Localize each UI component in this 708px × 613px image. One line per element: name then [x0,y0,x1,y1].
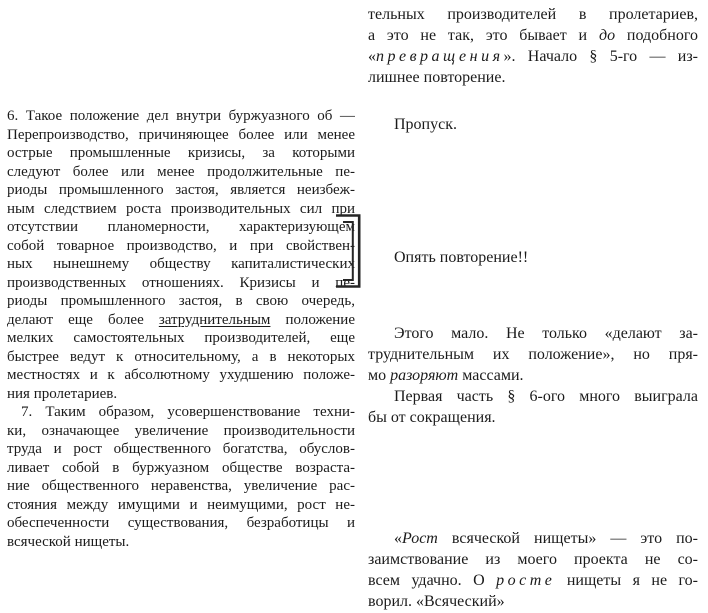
text-line: труда и рост общественного богатства, обуслов- [7,441,355,457]
text-line: Перепроизводство, причиняющее более или менее [7,126,355,143]
margin-note-rost-nishchety [368,528,698,612]
text-line: ворил. «Всяческий» [368,593,505,610]
text-line: стояния между имущими и неимущими, рост не- [7,496,355,513]
margin-note-opyat-povtorenie [368,247,698,268]
text-line: «превращения». Начало § 5-го — из- [368,48,698,65]
text-line: ки, означающее увеличение производительности [7,422,355,439]
text-line: Этого мало. Не только «делают за- [394,325,698,342]
text-line: быстрее ведут к относительному, а в некоторых [7,348,355,365]
text-line: Пропуск. [394,116,457,133]
text-line: мелких самостоятельных производителей, еще [7,330,355,346]
text-line: тельных производителей в пролетариев, [368,6,698,23]
text-line: местностях и к абсолютному ухудшению положе- [7,367,355,383]
text-line: лишнее повторение. [368,69,506,86]
text-line: производственных отношениях. Кризисы и пе- [7,274,355,291]
text-line: ных нынешнему обществу капиталистических [7,256,355,272]
text-line: заимствование из моего проекта не со- [368,551,698,568]
margin-note-block [368,323,698,428]
text-line: а это не так, это бывает и до подобного [368,27,698,44]
text-line: обеспеченности существования, безработицы и [7,515,355,531]
emphasized-text: затруднительным [158,311,271,328]
paragraph-7 [7,403,355,551]
text-line: следуют более или менее продолжительные пе- [7,163,355,180]
emphasized-text: превращения [376,48,504,65]
margin-note-propusk [368,114,698,135]
emphasized-text: до [598,27,616,44]
margin-note-etogo-malo [368,323,698,386]
text-line: собой товарное производство, и при свойствен- [7,237,355,254]
text-line: Опять повторение!! [394,249,529,266]
margin-note-pervaya-chast [368,386,698,428]
margin-note-continuation [368,4,698,88]
text-line: риоды промышленного застоя, в свою очередь, [7,293,355,309]
paragraph-6 [7,107,355,403]
main-text-column [7,107,355,551]
text-line: отсутствии планомерности, характеризующем [7,219,355,235]
emphasized-text: росте [496,572,556,589]
text-line: риоды промышленного застоя, является неизбеж- [7,182,355,198]
margin-bracket-icon [335,213,363,289]
emphasized-text: разоряют [390,367,459,384]
text-line: «Рост всяческой нищеты» — это по- [394,530,698,547]
text-line: всем удачно. О росте нищеты я не го- [368,572,698,589]
text-line: бы от сокращения. [368,409,496,426]
text-line: делают еще более затруднительным положение [7,311,355,328]
text-line: мо разоряют массами. [368,367,524,384]
text-line: Первая часть § 6-ого много выиграла [394,388,698,405]
text-line: острые промышленные кризисы, за которыми [7,145,355,161]
emphasized-text: Рост [402,530,438,547]
text-line: ным следствием роста производительных сил при [7,200,355,217]
text-line: ние общественного неравенства, увеличение рас- [7,478,355,494]
text-line: 7. Таким образом, усовершенствование техни- [21,404,355,420]
text-line: ливает собой в буржуазном обществе возраста- [7,459,355,476]
text-line: всяческой нищеты. [7,533,130,550]
text-line: ния пролетариев. [7,385,118,402]
text-line: труднительным их положение», но пря- [368,346,698,363]
text-line: 6. Такое положение дел внутри буржуазного об — [7,108,355,124]
